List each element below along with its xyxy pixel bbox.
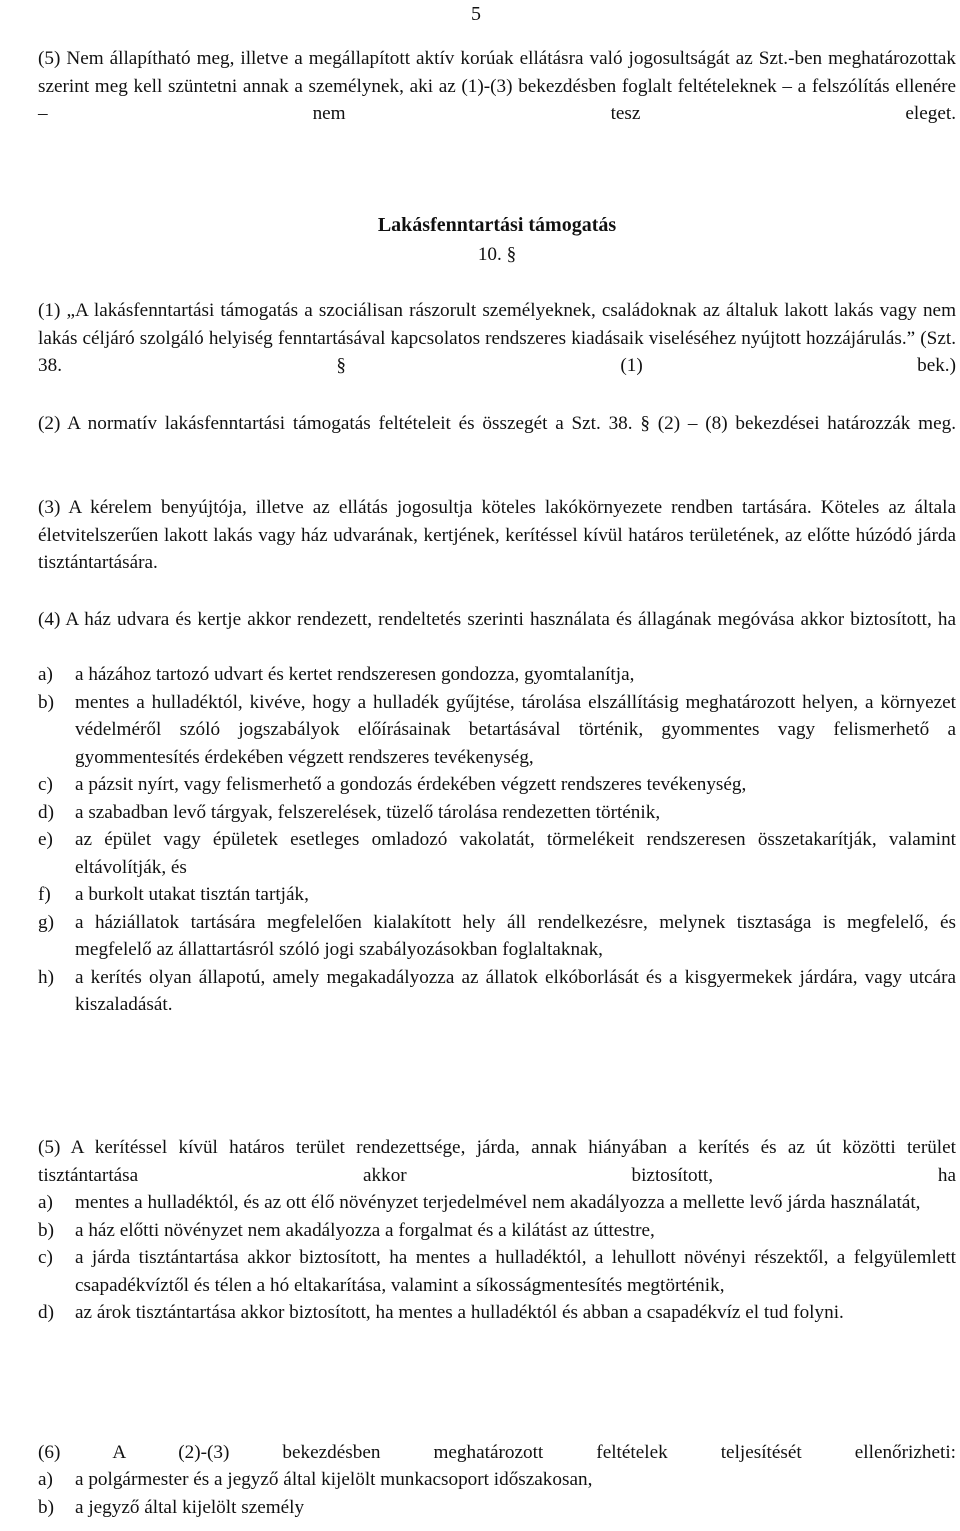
list-item: a) mentes a hulladéktól, és az ott élő növényzet terjedelmével nem akadályozza a mellette levő járda használatát,	[38, 1192, 921, 1213]
paragraph-4-intro: (4) A ház udvara és kertje akkor rendezett, rendeltetés szerinti használata és állagának megóvása akkor biztosított, ha	[38, 609, 956, 630]
list-item: b) a jegyző által kijelölt személy	[38, 1496, 305, 1518]
section-heading: Lakásfenntartási támogatás	[377, 214, 617, 236]
paragraph-4-list	[38, 661, 956, 1019]
list-item: e) az épület vagy épületek esetleges omladozó vakolatát, törmelékeit rendszeresen összetakarítják, valamint eltávolítják, és	[38, 829, 956, 878]
intro-paragraph: (5) Nem állapítható meg, illetve a megállapított aktív korúak ellátásra való jogosultságát az Szt.-ben meghatározottak szerint meg kell szüntetni annak a személynek, aki az (1)-(3) bekezdésben foglalt feltételeknek – a felszólítás ellenére – nem tesz eleget.	[38, 48, 956, 124]
page-number: 5	[471, 3, 481, 25]
list-item: h) a kerítés olyan állapotú, amely megakadályozza az állatok elkóborlását és a kisgyermekek járdára, vagy utcára kiszaladását.	[38, 966, 956, 1015]
list-item: a) a házához tartozó udvart és kertet rendszeresen gondozza, gyomtalanítja,	[38, 664, 635, 685]
paragraph-1: (1) „A lakásfenntartási támogatás a szociálisan rászorult személyeknek, családoknak az általuk lakott lakás vagy nem lakás céljáró szolgáló helyiség fenntartásával kapcsolatos rendszeres kiadásaik viseléséhez nyújtott hozzájárulás.” (Szt. 38. § (1) bek.)	[38, 300, 956, 376]
list-item: b) mentes a hulladéktól, kivéve, hogy a hulladék gyűjtése, tárolása elszállításig meghatározott helyen, a környezet védelméről szóló jogszabályok előírásainak betartásával történik, gyommentes vagy felismerhető a gyommentesítés érdekében végzett rendszeres tevékenység,	[38, 691, 956, 768]
section-number: 10. §	[477, 244, 517, 265]
paragraph-5-list	[38, 1189, 956, 1327]
paragraph-3: (3) A kérelem benyújtója, illetve az ellátás jogosultja köteles lakókörnyezete rendben tartására. Köteles az általa életvitelszerűen lakott lakás vagy ház udvarának, kertjének, kerítéssel kívül határos területének, az előtte húzódó járda tisztántartására.	[38, 497, 956, 573]
list-item: b) a ház előtti növényzet nem akadályozza a forgalmat és a kilátást az úttestre,	[38, 1219, 655, 1241]
list-item: g) a háziállatok tartására megfelelően kialakított hely áll rendelkezésre, melynek tisztasága is megfelelő, és megfelelő az állattartásról szóló jogi szabályozásokban foglaltaknak,	[38, 911, 956, 960]
list-item: d) az árok tisztántartása akkor biztosított, ha mentes a hulladéktól és abban a csapadékvíz el tud folyni.	[38, 1302, 844, 1323]
paragraph-2: (2) A normatív lakásfenntartási támogatás feltételeit és összegét a Szt. 38. § (2) – (8) bekezdései határozzák meg.	[38, 413, 956, 434]
list-item: f) a burkolt utakat tisztán tartják,	[38, 884, 309, 905]
list-item: c) a járda tisztántartása akkor biztosított, ha mentes a hulladéktól, a lehullott növényi részektől, a felgyülemlett csapadékvíztől és télen a hó eltakarítása, valamint a síkosságmentesítés megtörténik,	[38, 1247, 956, 1296]
paragraph-6-intro: (6) A (2)-(3) bekezdésben meghatározott feltételek teljesítését ellenőrizheti:	[38, 1442, 956, 1463]
paragraph-5-intro: (5) A kerítéssel kívül határos terület rendezettsége, járda, annak hiányában a kerítés és az út közötti terület tisztántartása akkor biztosított, ha	[38, 1137, 956, 1186]
paragraph-6-list	[38, 1466, 956, 1521]
list-item: d) a szabadban levő tárgyak, felszerelések, tüzelő tárolása rendezetten történik,	[38, 801, 661, 823]
list-item: c) a pázsit nyírt, vagy felismerhető a gondozás érdekében végzett rendszeres tevékenység,	[38, 774, 747, 795]
list-item: a) a polgármester és a jegyző által kijelölt munkacsoport időszakosan,	[38, 1469, 593, 1490]
